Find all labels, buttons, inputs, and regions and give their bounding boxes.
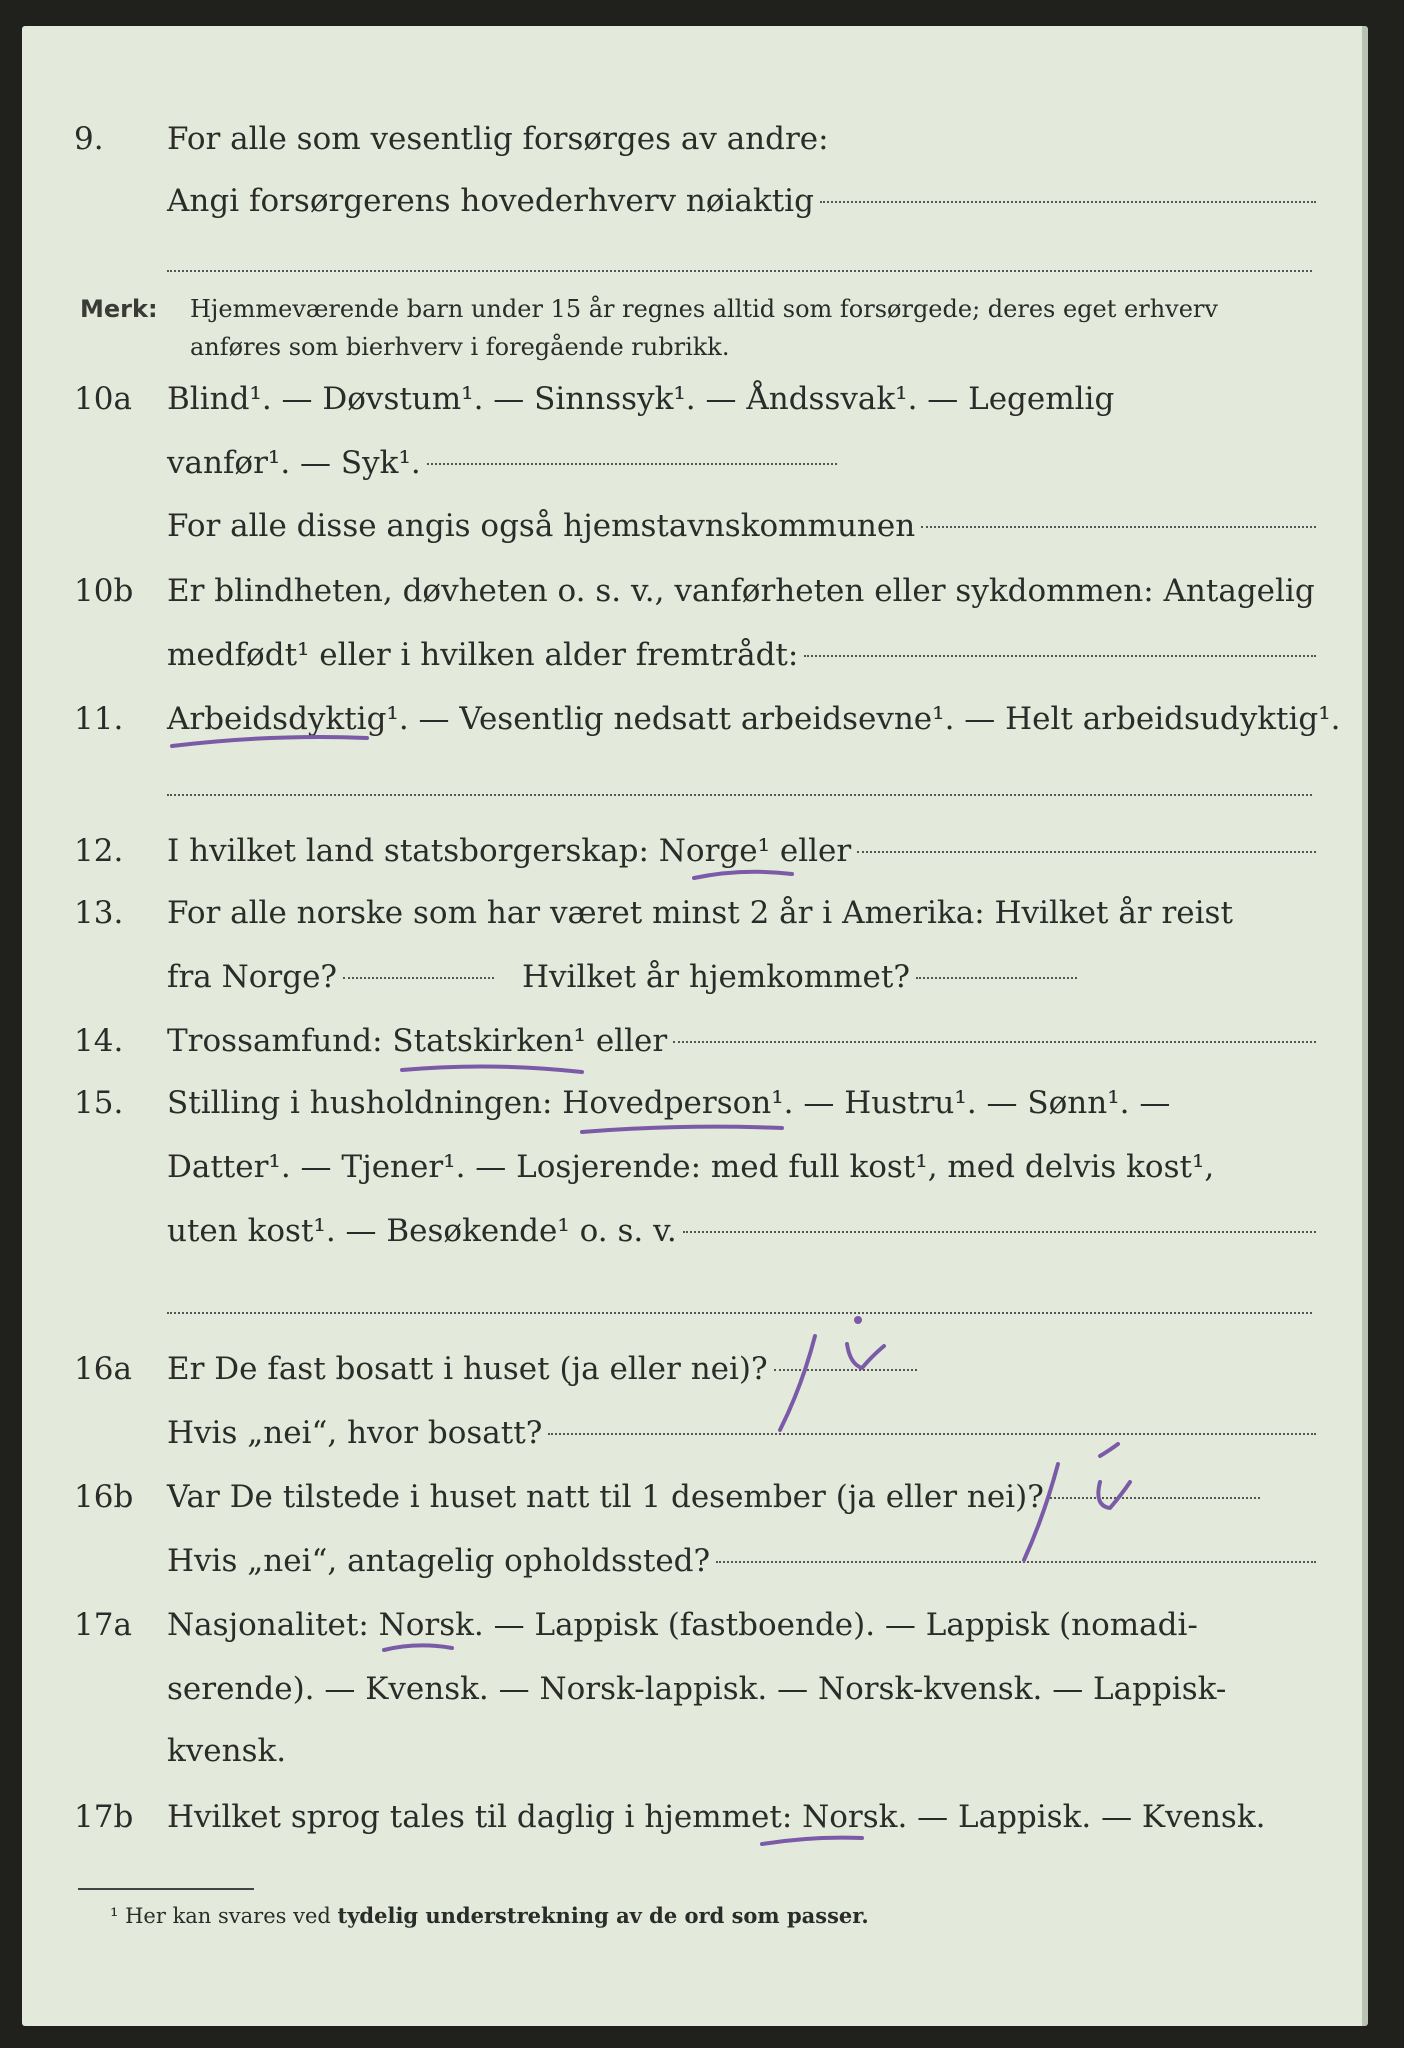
item-15-row-3 xyxy=(22,1206,1362,1256)
item-number: 10b xyxy=(74,573,134,609)
item-17a-row-2 xyxy=(22,1664,1362,1714)
item-text: Arbeidsdyktig¹. — Vesentlig nedsatt arbeidsevne¹. — Helt arbeidsudyktig¹. xyxy=(167,701,1341,737)
item-10a-row-1 xyxy=(22,374,1362,424)
item-17b-row-1 xyxy=(22,1792,1362,1842)
answer-line[interactable] xyxy=(683,1231,1316,1233)
answer-line[interactable] xyxy=(673,1041,1316,1043)
item-text: medfødt¹ eller i hvilken alder fremtrådt: xyxy=(167,637,799,673)
answer-line[interactable] xyxy=(716,1561,1316,1563)
census-form-page xyxy=(22,26,1368,2026)
footnote-text: Her kan svares ved xyxy=(125,1904,331,1928)
item-16b-row-2 xyxy=(22,1536,1362,1586)
item-10b-row-1 xyxy=(22,566,1362,616)
item-number: 11. xyxy=(74,701,124,737)
underline-statskirken xyxy=(402,1066,582,1072)
item-text: I hvilket land statsborgerskap: Norge¹ eller xyxy=(167,833,852,869)
answer-line[interactable] xyxy=(167,794,1312,796)
item-number: 17a xyxy=(74,1607,132,1643)
footnote-text-bold: tydelig understrekning av de ord som passer. xyxy=(337,1903,869,1928)
item-text: Hvis „nei“, hvor bosatt? xyxy=(167,1415,543,1451)
answer-line[interactable] xyxy=(921,526,1316,528)
item-17a-row-3 xyxy=(22,1726,1362,1776)
answer-line[interactable] xyxy=(774,1369,917,1371)
item-10a-row-3 xyxy=(22,501,1362,551)
item-text: Var De tilstede i huset natt til 1 desember (ja eller nei)? xyxy=(167,1479,1044,1515)
item-text: For alle disse angis også hjemstavnskommunen xyxy=(167,508,916,544)
answer-line[interactable] xyxy=(343,977,494,979)
answer-line[interactable] xyxy=(1050,1497,1260,1499)
footnote-mark: ¹ xyxy=(110,1904,119,1928)
answer-line[interactable] xyxy=(167,1312,1312,1314)
merk-note xyxy=(80,290,1312,366)
item-text: Hvilket sprog tales til daglig i hjemmet: Norsk. — Lappisk. — Kvensk. xyxy=(167,1799,1266,1835)
answer-line[interactable] xyxy=(548,1433,1316,1435)
answer-line[interactable] xyxy=(167,270,1312,272)
item-text: vanfør¹. — Syk¹. xyxy=(167,445,421,481)
item-15-row-1 xyxy=(22,1078,1362,1128)
footnote-rule xyxy=(78,1888,254,1890)
item-text: Hvilket år hjemkommet? xyxy=(522,959,910,995)
item-number: 9. xyxy=(74,121,104,157)
item-10b-row-2 xyxy=(22,630,1362,680)
item-text: kvensk. xyxy=(167,1733,287,1769)
answer-line[interactable] xyxy=(804,655,1316,657)
merk-text-line: anføres som bierhverv i foregående rubrikk. xyxy=(190,333,730,361)
item-number: 14. xyxy=(74,1023,124,1059)
item-16b-row-1 xyxy=(22,1472,1362,1522)
item-number: 16a xyxy=(74,1351,132,1387)
item-text: Blind¹. — Døvstum¹. — Sinnssyk¹. — Åndssvak¹. — Legemlig xyxy=(167,381,1115,417)
footnote xyxy=(110,1898,869,1934)
answer-line[interactable] xyxy=(427,463,837,465)
item-13-row-2 xyxy=(22,952,1362,1002)
item-11-row-1 xyxy=(22,694,1362,744)
item-text: Angi forsørgerens hovederhverv nøiaktig xyxy=(167,183,814,219)
item-10a-row-2 xyxy=(22,438,1362,488)
item-number: 10a xyxy=(74,381,132,417)
answer-line[interactable] xyxy=(916,977,1077,979)
item-text: serende). — Kvensk. — Norsk-lappisk. — Norsk-kvensk. — Lappisk- xyxy=(167,1671,1227,1707)
merk-label: Merk: xyxy=(80,295,158,323)
item-text: Er De fast bosatt i huset (ja eller nei)? xyxy=(167,1351,768,1387)
item-number: 17b xyxy=(74,1799,134,1835)
item-number: 12. xyxy=(74,833,124,869)
item-number: 13. xyxy=(74,895,124,931)
item-text: For alle norske som har været minst 2 år i Amerika: Hvilket år reist xyxy=(167,895,1233,931)
answer-line[interactable] xyxy=(820,201,1316,203)
item-13-row-1 xyxy=(22,888,1362,938)
item-17a-row-1 xyxy=(22,1600,1362,1650)
item-14-row-1 xyxy=(22,1016,1362,1066)
item-16a-row-2 xyxy=(22,1408,1362,1458)
item-text: fra Norge? xyxy=(167,959,338,995)
item-15-row-2 xyxy=(22,1142,1362,1192)
item-text: Datter¹. — Tjener¹. — Losjerende: med full kost¹, med delvis kost¹, xyxy=(167,1149,1215,1185)
item-9-row-2 xyxy=(22,176,1362,226)
item-text: uten kost¹. — Besøkende¹ o. s. v. xyxy=(167,1213,677,1249)
item-text: For alle som vesentlig forsørges av andre: xyxy=(167,121,829,157)
item-text: Nasjonalitet: Norsk. — Lappisk (fastboende). — Lappisk (nomadi- xyxy=(167,1607,1198,1643)
item-9-row-1 xyxy=(22,114,1362,164)
item-16a-row-1 xyxy=(22,1344,1362,1394)
merk-text-line: Hjemmeværende barn under 15 år regnes alltid som forsørgede; deres eget erhverv xyxy=(190,295,1218,323)
answer-line[interactable] xyxy=(857,851,1316,853)
item-text: Er blindheten, døvheten o. s. v., vanførheten eller sykdommen: Antagelig xyxy=(167,573,1315,609)
answer-ja-16a-dot xyxy=(854,1316,862,1324)
item-number: 16b xyxy=(74,1479,134,1515)
item-12-row-1 xyxy=(22,826,1362,876)
item-text: Trossamfund: Statskirken¹ eller xyxy=(167,1023,668,1059)
item-number: 15. xyxy=(74,1085,124,1121)
item-text: Stilling i husholdningen: Hovedperson¹. — Hustru¹. — Sønn¹. — xyxy=(167,1085,1171,1121)
item-text: Hvis „nei“, antagelig opholdssted? xyxy=(167,1543,711,1579)
